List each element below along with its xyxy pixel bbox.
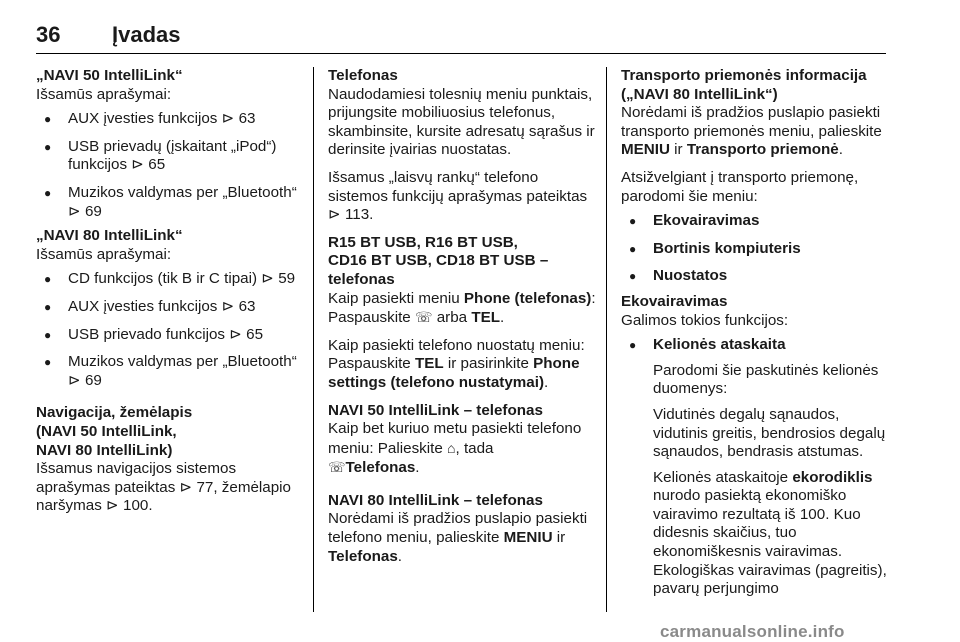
- header-divider: [36, 53, 886, 54]
- eco-heading: Ekovairavimas: [621, 292, 728, 310]
- text-run: Kaip bet kuriuo metu pasiekti telefono meniu: Palieskite: [328, 420, 582, 457]
- navi50-intro: Išsamūs aprašymai:: [36, 85, 172, 103]
- text-run: : Paspauskite: [328, 289, 596, 327]
- page-number: 36: [36, 22, 61, 47]
- list-item: ● Muzikos valdymas per „Bluetooth“ ⊳ 69: [36, 353, 304, 390]
- phone-settings-label: Phone settings (telefono nustatymai): [328, 355, 580, 391]
- navi50-phone-heading: NAVI 50 IntelliLink – telefonas: [328, 401, 543, 419]
- telefonas-label: Telefonas: [345, 459, 416, 477]
- section-title: Įvadas: [112, 22, 181, 47]
- list-item: ● Ekovairavimas: [621, 212, 893, 231]
- phone-heading: Telefonas: [328, 67, 398, 84]
- radio-phone-heading: [328, 234, 598, 290]
- radio-phone-heading-line: telefonas: [328, 270, 395, 288]
- list-item: ● USB prievado funkcijos ⊳ 65: [36, 326, 304, 345]
- vehicle-label: Transporto priemonė: [686, 141, 839, 159]
- navi80-phone-text: [328, 510, 598, 566]
- trip-text: [621, 469, 893, 562]
- text-run: , tada: [455, 439, 494, 457]
- phone-text: Išsamus „laisvų rankų“ telefono sistemos funkcijų aprašymas pateiktas ⊳ 113.: [328, 168, 588, 224]
- meniu-label: MENIU: [503, 529, 553, 547]
- text-run: ir pasirinkite: [443, 355, 534, 373]
- phone-icon: ☏: [414, 309, 433, 326]
- navigation-heading-line: NAVI 80 IntelliLink): [36, 441, 173, 459]
- column-1: [36, 67, 304, 516]
- watermark: carmanualsonline.info: [660, 622, 845, 641]
- text-run: ir: [669, 141, 687, 159]
- list-item: ● USB prievadų (įskaitant „iPod“) funkcijos ⊳ 65: [36, 138, 304, 175]
- radio-phone-text: [328, 290, 598, 328]
- column-2: [328, 67, 598, 566]
- vehicle-info-text: [621, 104, 893, 160]
- trip-text: Ekologiškas vairavimas (pagreitis), pavarų perjungimo: [653, 561, 887, 598]
- phone-icon: ☏: [328, 459, 346, 476]
- navi80-list: [36, 270, 304, 390]
- list-item: ● CD funkcijos (tik B ir C tipai) ⊳ 59: [36, 270, 304, 289]
- telefonas-label: Telefonas: [328, 547, 398, 565]
- vehicle-info-heading: [621, 67, 893, 104]
- text-run: Kaip pasiekti telefono nuostatų meniu: Paspauskite: [328, 336, 585, 373]
- phone-text: Naudodamiesi tolesnių meniu punktais, prijungsite mobiliuosius telefonus, skambinsite, kursite adresatų sąrašus ir derinsite įvairias nuostatas.: [328, 85, 595, 159]
- text-run: .: [415, 459, 420, 477]
- navi50-phone-text: [328, 420, 598, 478]
- text-run: arba: [432, 309, 472, 327]
- list-item: ● Bortinis kompiuteris: [621, 240, 893, 259]
- vehicle-info-heading-line: („NAVI 80 IntelliLink“): [621, 85, 778, 103]
- navigation-heading-line: Navigacija, žemėlapis: [36, 404, 193, 422]
- trip-text: Parodomi šie paskutinės kelionės duomenys:: [653, 361, 879, 398]
- tel-button-label: TEL: [471, 309, 501, 327]
- meniu-label: MENIU: [621, 141, 670, 159]
- list-item: ● AUX įvesties funkcijos ⊳ 63: [36, 298, 304, 317]
- navi80-intro: Išsamūs aprašymai:: [36, 245, 172, 263]
- navigation-text: Išsamus navigacijos sistemos aprašymas pateiktas ⊳ 77, žemėlapio naršymas ⊳ 100.: [36, 460, 292, 515]
- list-item: ● Kelionės ataskaita: [621, 336, 893, 355]
- navi50-heading: „NAVI 50 IntelliLink“: [36, 67, 183, 84]
- radio-phone-settings-text: [328, 337, 598, 393]
- navi80-heading: „NAVI 80 IntelliLink“: [36, 227, 183, 245]
- text-run: nurodo pasiektą ekonomiško vairavimo rezultatą iš 100. Kuo didesnis skaičius, tuo ekonomiškesnis vairavimas.: [653, 487, 861, 561]
- text-run: .: [838, 141, 843, 159]
- column-3: [621, 67, 893, 599]
- trip-text: Vidutinės degalų sąnaudos, vidutinis greitis, bendrosios degalų sąnaudos, bendrasis atstumas.: [653, 405, 886, 461]
- list-item: ● Muzikos valdymas per „Bluetooth“ ⊳ 69: [36, 184, 304, 221]
- navigation-heading-line: (NAVI 50 IntelliLink,: [36, 422, 177, 440]
- vehicle-menu-list: [621, 212, 893, 286]
- radio-phone-heading-line: R15 BT USB, R16 BT USB,: [328, 233, 518, 251]
- column-divider-1: [313, 67, 314, 612]
- phone-menu-label: Phone (telefonas): [463, 289, 592, 307]
- text-run: ir: [552, 529, 566, 547]
- text-run: .: [397, 547, 403, 565]
- tel-button-label: TEL: [414, 355, 444, 373]
- text-run: Kaip pasiekti meniu: [328, 289, 464, 307]
- column-divider-2: [606, 67, 607, 612]
- text-run: Kelionės ataskaitoje: [653, 468, 793, 486]
- text-run: Norėdami iš pradžios puslapio pasiekti telefono meniu, palieskite: [328, 510, 588, 547]
- list-item: ● AUX įvesties funkcijos ⊳ 63: [36, 110, 304, 129]
- navi50-list: [36, 110, 304, 221]
- text-run: .: [544, 373, 549, 391]
- vehicle-info-heading-line: Transporto priemonės informacija: [621, 67, 867, 84]
- eco-intro: Galimos tokios funkcijos:: [621, 311, 789, 329]
- text-run: Norėdami iš pradžios puslapio pasiekti transporto priemonės meniu, palieskite: [621, 104, 882, 140]
- home-icon: ⌂: [447, 439, 456, 456]
- navi80-phone-heading: NAVI 80 IntelliLink – telefonas: [328, 491, 543, 509]
- page-header: [36, 22, 886, 52]
- text-run: .: [500, 309, 505, 327]
- list-item: ● Nuostatos: [621, 267, 893, 286]
- radio-phone-heading-line: CD16 BT USB, CD18 BT USB –: [328, 252, 549, 270]
- eco-function-list: [621, 336, 893, 355]
- vehicle-menus-intro: Atsižvelgiant į transporto priemonę, parodomi šie meniu:: [621, 168, 859, 205]
- navigation-heading: [36, 404, 304, 460]
- ecometer-label: ekorodiklis: [792, 468, 873, 486]
